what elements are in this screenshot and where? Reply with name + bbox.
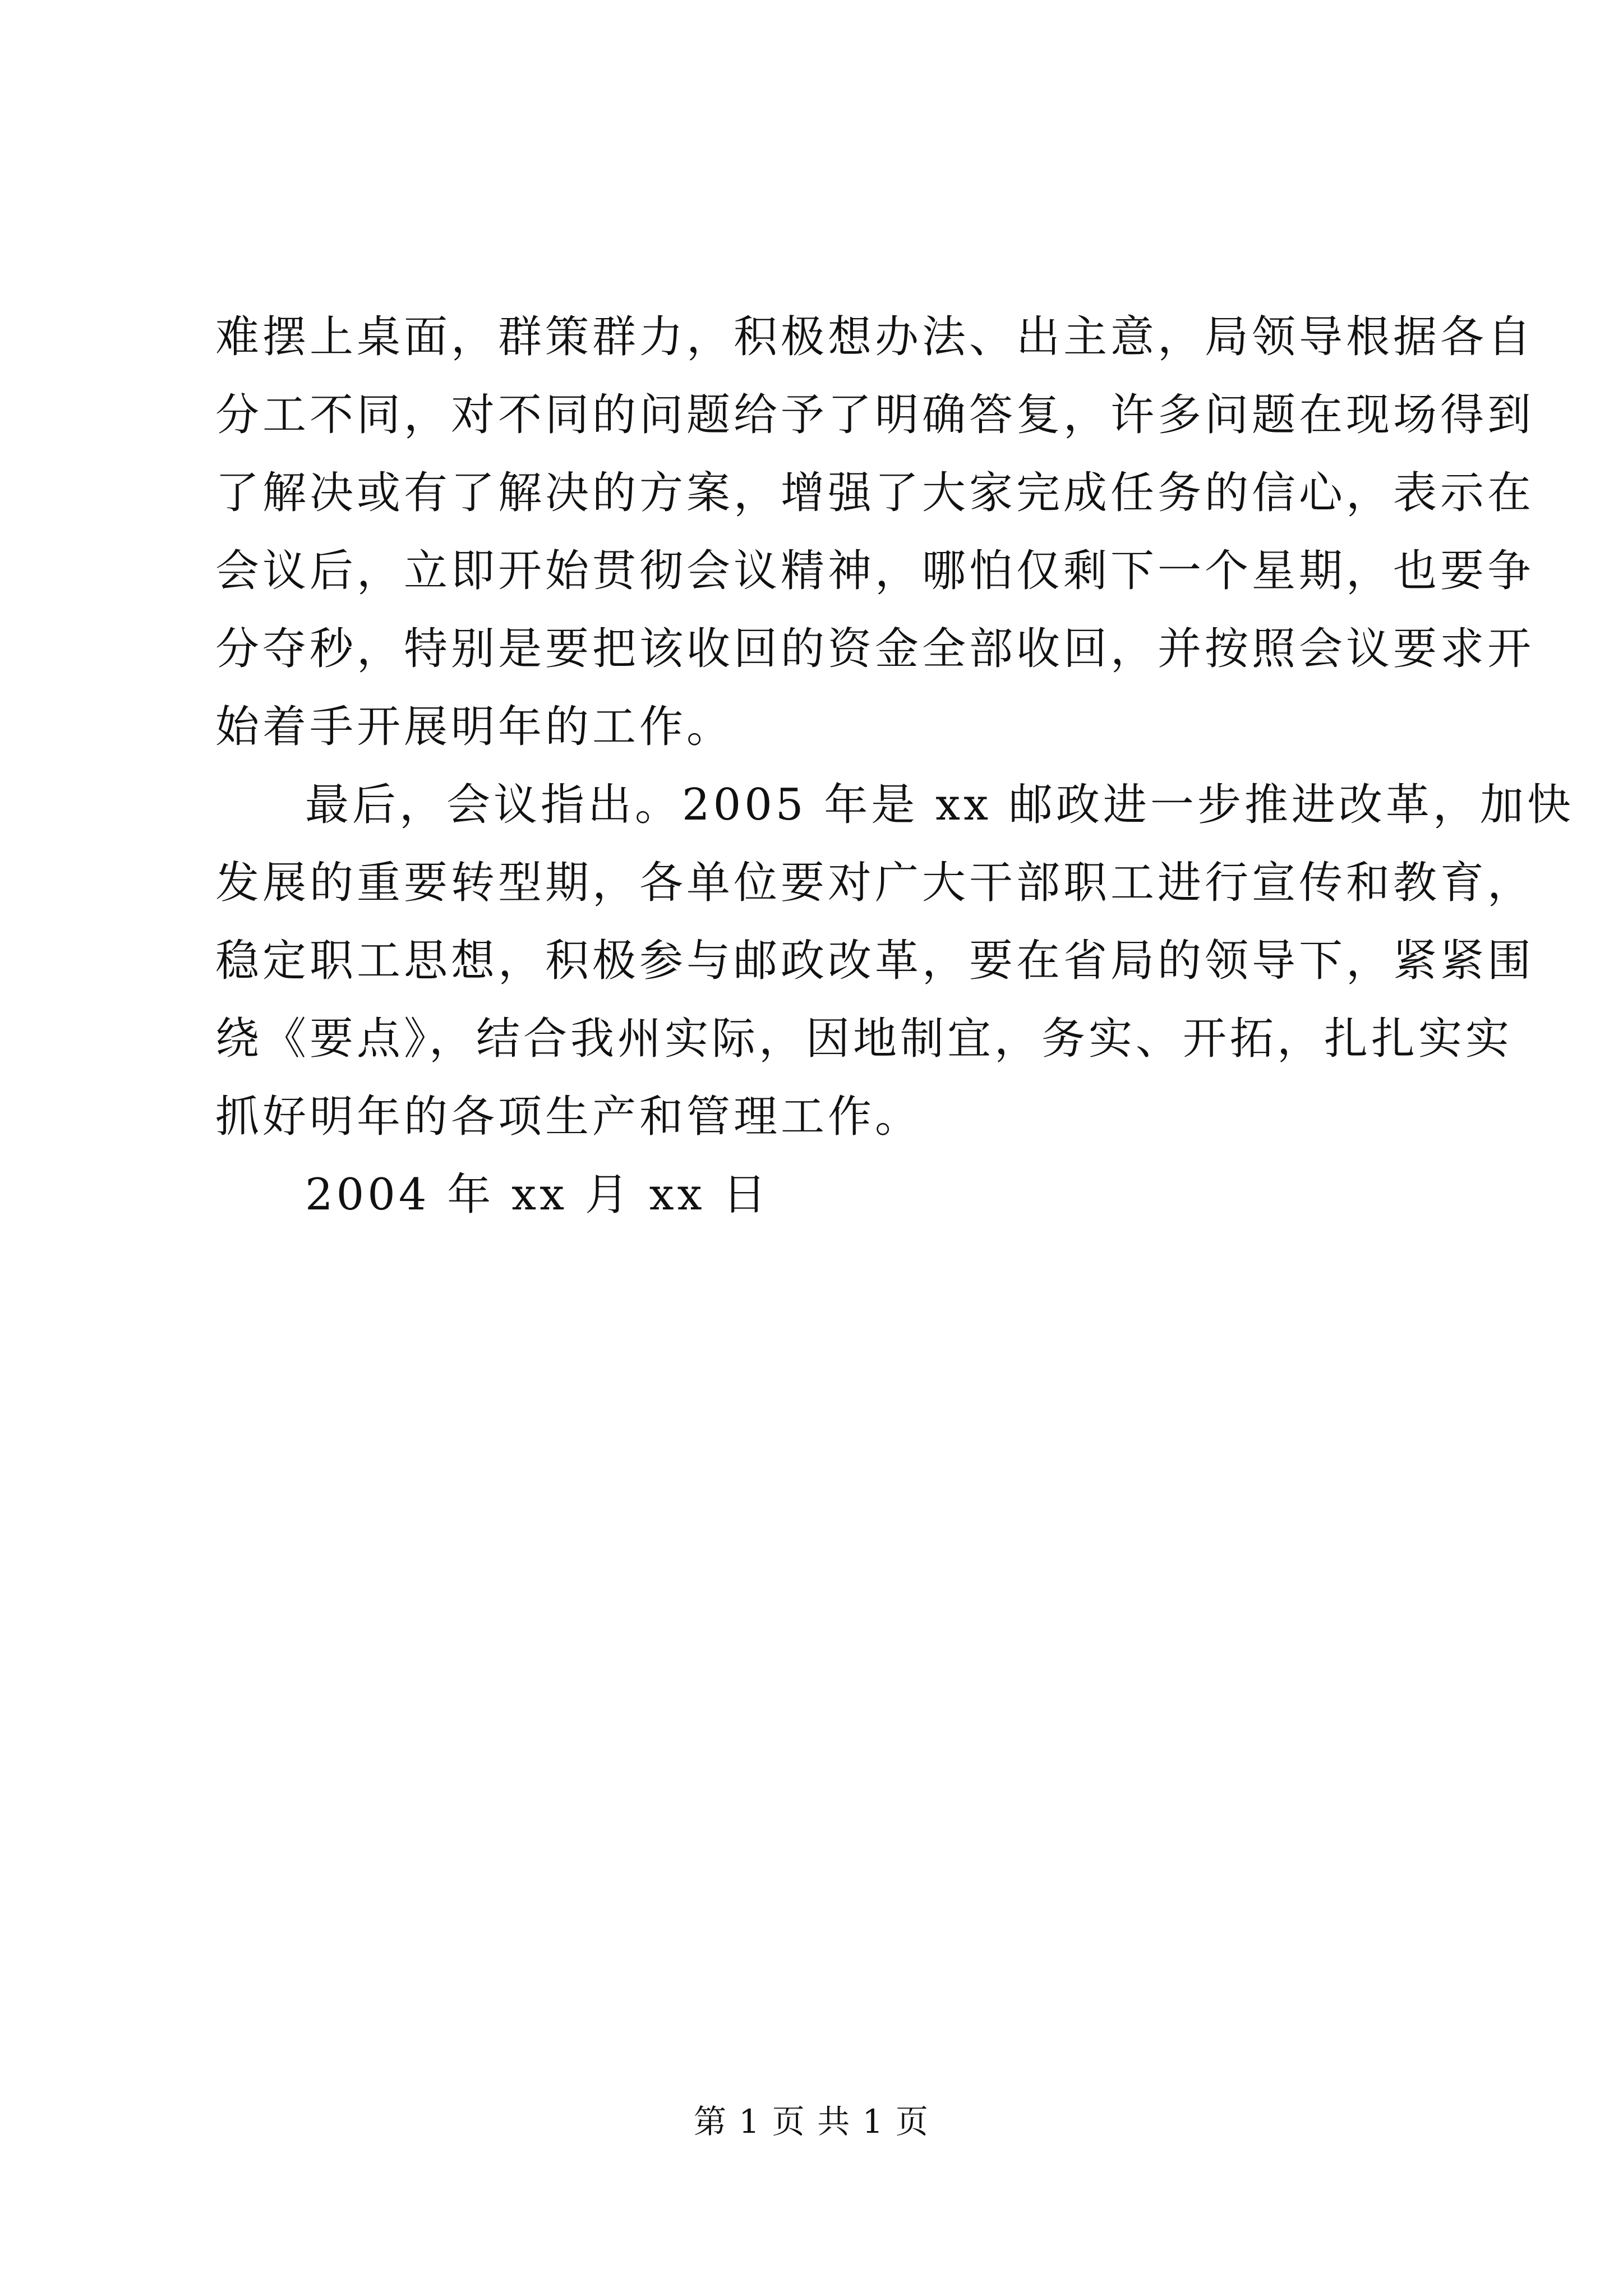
document-body <box>215 298 1574 1234</box>
paragraph-2-line-4: 绕《要点》，结合我州实际，因地制宜，务实、开拓，扎扎实实 <box>215 1014 1513 1064</box>
paragraph-2-line-5: 抓好明年的各项生产和管理工作。 <box>215 1092 923 1142</box>
paragraph-1-line-6: 始着手开展明年的工作。 <box>215 702 734 752</box>
paragraph-2-line-2: 发展的重要转型期，各单位要对广大干部职工进行宣传和教育， <box>215 858 1535 908</box>
paragraph-1 <box>215 298 1535 766</box>
paragraph-1-line-4: 会议后，立即开始贯彻会议精神，哪怕仅剩下一个星期，也要争 <box>215 546 1535 596</box>
paragraph-2-line-1: 最后，会议指出。2005 年是 xx 邮政进一步推进改革，加快 <box>305 780 1574 830</box>
page-footer: 第 1 页 共 1 页 <box>694 2102 929 2141</box>
paragraph-1-line-5: 分夺秒，特别是要把该收回的资金全部收回，并按照会议要求开 <box>215 624 1535 674</box>
paragraph-1-line-3: 了解决或有了解决的方案，增强了大家完成任务的信心，表示在 <box>215 468 1535 518</box>
paragraph-1-line-1: 难摆上桌面，群策群力，积极想办法、出主意，局领导根据各自 <box>215 312 1535 362</box>
date-line: 2004 年 xx 月 xx 日 <box>305 1170 770 1220</box>
paragraph-2 <box>215 766 1574 1156</box>
paragraph-2-line-3: 稳定职工思想，积极参与邮政改革，要在省局的领导下，紧紧围 <box>215 936 1535 986</box>
paragraph-1-line-2: 分工不同，对不同的问题给予了明确答复，许多问题在现场得到 <box>215 390 1535 440</box>
